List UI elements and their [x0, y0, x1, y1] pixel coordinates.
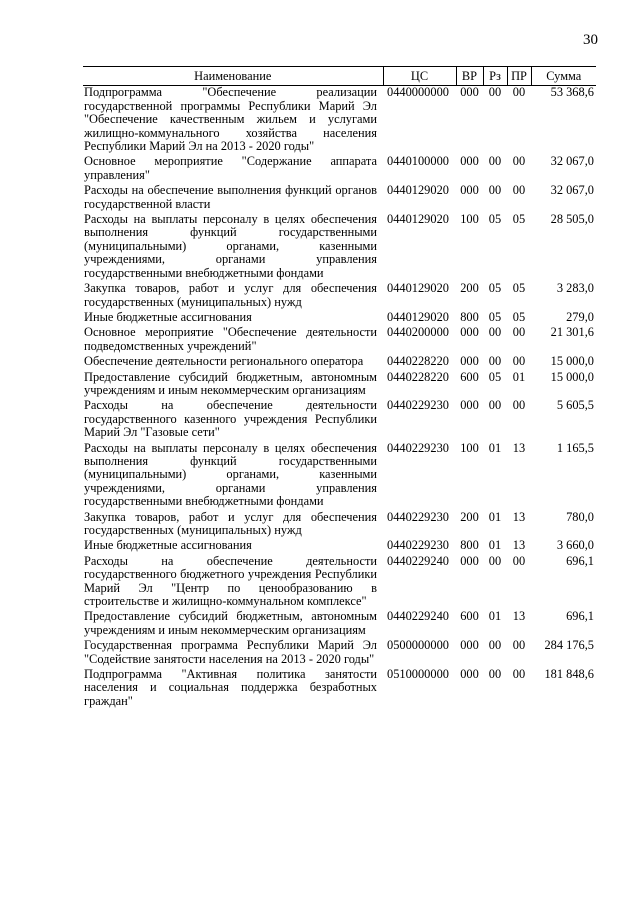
row-pr: 00 [512, 85, 526, 100]
row-rz: 01 [488, 440, 502, 455]
row-sum: 53 368,6 [550, 85, 594, 100]
row-pr: 13 [512, 440, 526, 455]
row-name: Иные бюджетные ассигнования [84, 538, 252, 553]
table-row [83, 211, 596, 280]
row-cs: 0440129020 [387, 212, 449, 227]
row-rz: 00 [488, 667, 502, 682]
row-name: Расходы на обеспечение деятельности государственного бюджетного учреждения Республики Марий Эл "Центр по ценообразованию в строительстве и жилищно-коммунальном комплексе" [84, 553, 377, 609]
row-rz: 00 [488, 183, 502, 198]
row-sum: 1 165,5 [556, 440, 594, 455]
row-cs: 0440229230 [387, 440, 449, 455]
row-pr: 05 [512, 281, 526, 296]
row-vr: 000 [460, 183, 479, 198]
table-body [83, 86, 596, 708]
row-vr: 800 [460, 309, 479, 324]
row-vr: 000 [460, 667, 479, 682]
row-cs: 0510000000 [387, 667, 449, 682]
row-pr: 13 [512, 609, 526, 624]
row-vr: 600 [460, 369, 479, 384]
row-name: Расходы на обеспечение деятельности государственного казенного учреждения Республики Марий Эл "Газовые сети" [84, 398, 377, 440]
row-pr: 00 [512, 553, 526, 568]
row-vr: 100 [460, 212, 479, 227]
row-sum: 21 301,6 [550, 325, 594, 340]
row-cs: 0440228220 [387, 369, 449, 384]
row-cs: 0440229230 [387, 538, 449, 553]
row-rz: 00 [488, 354, 502, 369]
row-cs: 0440229230 [387, 398, 449, 413]
table-row [83, 182, 596, 211]
row-sum: 3 283,0 [556, 281, 594, 296]
row-cs: 0500000000 [387, 638, 449, 653]
row-name: Государственная программа Республики Марий Эл "Содействие занятости населения на 2013 - 2020 годы" [84, 638, 377, 666]
table-row [83, 608, 596, 637]
row-rz: 05 [488, 212, 502, 227]
budget-table [83, 66, 596, 708]
row-pr: 13 [512, 509, 526, 524]
page-number: 30 [583, 32, 598, 48]
row-vr: 200 [460, 509, 479, 524]
table-row [83, 666, 596, 708]
row-pr: 05 [512, 212, 526, 227]
row-pr: 05 [512, 309, 526, 324]
table-row [83, 509, 596, 538]
row-pr: 13 [512, 538, 526, 553]
row-cs: 0440100000 [387, 154, 449, 169]
row-name: Закупка товаров, работ и услуг для обеспечения государственных (муниципальных) нужд [84, 281, 377, 309]
row-rz: 00 [488, 154, 502, 169]
row-pr: 00 [512, 354, 526, 369]
row-rz: 05 [488, 309, 502, 324]
row-name: Закупка товаров, работ и услуг для обеспечения государственных (муниципальных) нужд [84, 509, 377, 537]
row-name: Расходы на выплаты персоналу в целях обеспечения выполнения функций государственными (муниципальными) органами, казенными учреждениями, органами управления государственными внебюджетными фондами [84, 212, 377, 280]
row-cs: 0440229240 [387, 609, 449, 624]
header-rz: Рз [483, 67, 507, 86]
header-cs: ЦС [383, 67, 456, 86]
table-row [83, 637, 596, 666]
row-sum: 15 000,0 [550, 354, 594, 369]
header-sum: Сумма [531, 67, 596, 86]
row-name: Подпрограмма "Обеспечение реализации государственной программы Республики Марий Эл "Обеспечение качественным жильем и услугами жилищно-коммунального хозяйства населения Республики Марий Эл на 2013 - 2020 годы" [84, 85, 377, 154]
row-sum: 284 176,5 [544, 638, 594, 653]
row-pr: 00 [512, 325, 526, 340]
table-row [83, 153, 596, 182]
row-pr: 01 [512, 369, 526, 384]
row-sum: 279,0 [566, 309, 594, 324]
row-name: Иные бюджетные ассигнования [84, 309, 252, 324]
row-vr: 800 [460, 538, 479, 553]
table-row [83, 324, 596, 353]
row-sum: 3 660,0 [556, 538, 594, 553]
row-rz: 00 [488, 638, 502, 653]
table-row [83, 537, 596, 552]
row-vr: 000 [460, 398, 479, 413]
row-name: Основное мероприятие "Содержание аппарата управления" [84, 154, 377, 182]
row-pr: 00 [512, 638, 526, 653]
row-name: Предоставление субсидий бюджетным, автономным учреждениям и иным некоммерческим организациям [84, 609, 377, 637]
row-name: Расходы на выплаты персоналу в целях обеспечения выполнения функций государственными (муниципальными) органами, казенными учреждениями, органами управления государственными внебюджетными фондами [84, 440, 377, 509]
row-cs: 0440129020 [387, 183, 449, 198]
table-row [83, 553, 596, 609]
row-vr: 100 [460, 440, 479, 455]
row-rz: 05 [488, 281, 502, 296]
row-pr: 00 [512, 398, 526, 413]
row-name: Подпрограмма "Активная политика занятости населения и социальная поддержка безработных граждан" [84, 667, 377, 708]
row-vr: 000 [460, 354, 479, 369]
row-rz: 00 [488, 325, 502, 340]
row-sum: 696,1 [566, 609, 594, 624]
row-pr: 00 [512, 154, 526, 169]
row-sum: 32 067,0 [550, 154, 594, 169]
row-pr: 00 [512, 667, 526, 682]
row-cs: 0440228220 [387, 354, 449, 369]
table-row [83, 397, 596, 439]
header-pr: ПР [507, 67, 531, 86]
row-cs: 0440129020 [387, 309, 449, 324]
row-sum: 32 067,0 [550, 183, 594, 198]
table-row [83, 86, 596, 154]
row-rz: 00 [488, 553, 502, 568]
row-sum: 5 605,5 [556, 398, 594, 413]
row-cs: 0440200000 [387, 325, 449, 340]
header-name: Наименование [83, 67, 383, 86]
row-sum: 15 000,0 [550, 369, 594, 384]
row-cs: 0440129020 [387, 281, 449, 296]
row-rz: 00 [488, 85, 502, 100]
row-vr: 200 [460, 281, 479, 296]
table-row [83, 440, 596, 509]
row-vr: 000 [460, 553, 479, 568]
row-name: Обеспечение деятельности регионального оператора [84, 354, 364, 369]
table-row [83, 280, 596, 309]
row-rz: 01 [488, 538, 502, 553]
row-vr: 000 [460, 325, 479, 340]
row-vr: 000 [460, 154, 479, 169]
row-sum: 780,0 [566, 509, 594, 524]
row-name: Расходы на обеспечение выполнения функций органов государственной власти [84, 183, 377, 211]
row-cs: 0440229240 [387, 553, 449, 568]
table-row [83, 309, 596, 324]
row-vr: 000 [460, 85, 479, 100]
row-rz: 00 [488, 398, 502, 413]
row-sum: 181 848,6 [544, 667, 594, 682]
row-pr: 00 [512, 183, 526, 198]
table-header [83, 67, 596, 86]
table-row [83, 369, 596, 398]
row-name: Предоставление субсидий бюджетным, автономным учреждениям и иным некоммерческим организациям [84, 369, 377, 397]
table-row [83, 353, 596, 368]
row-vr: 000 [460, 638, 479, 653]
row-sum: 28 505,0 [550, 212, 594, 227]
row-cs: 0440229230 [387, 509, 449, 524]
row-cs: 0440000000 [387, 85, 449, 100]
row-rz: 05 [488, 369, 502, 384]
row-sum: 696,1 [566, 553, 594, 568]
row-rz: 01 [488, 609, 502, 624]
row-vr: 600 [460, 609, 479, 624]
header-vr: ВР [456, 67, 483, 86]
row-name: Основное мероприятие "Обеспечение деятельности подведомственных учреждений" [84, 325, 377, 353]
row-rz: 01 [488, 509, 502, 524]
